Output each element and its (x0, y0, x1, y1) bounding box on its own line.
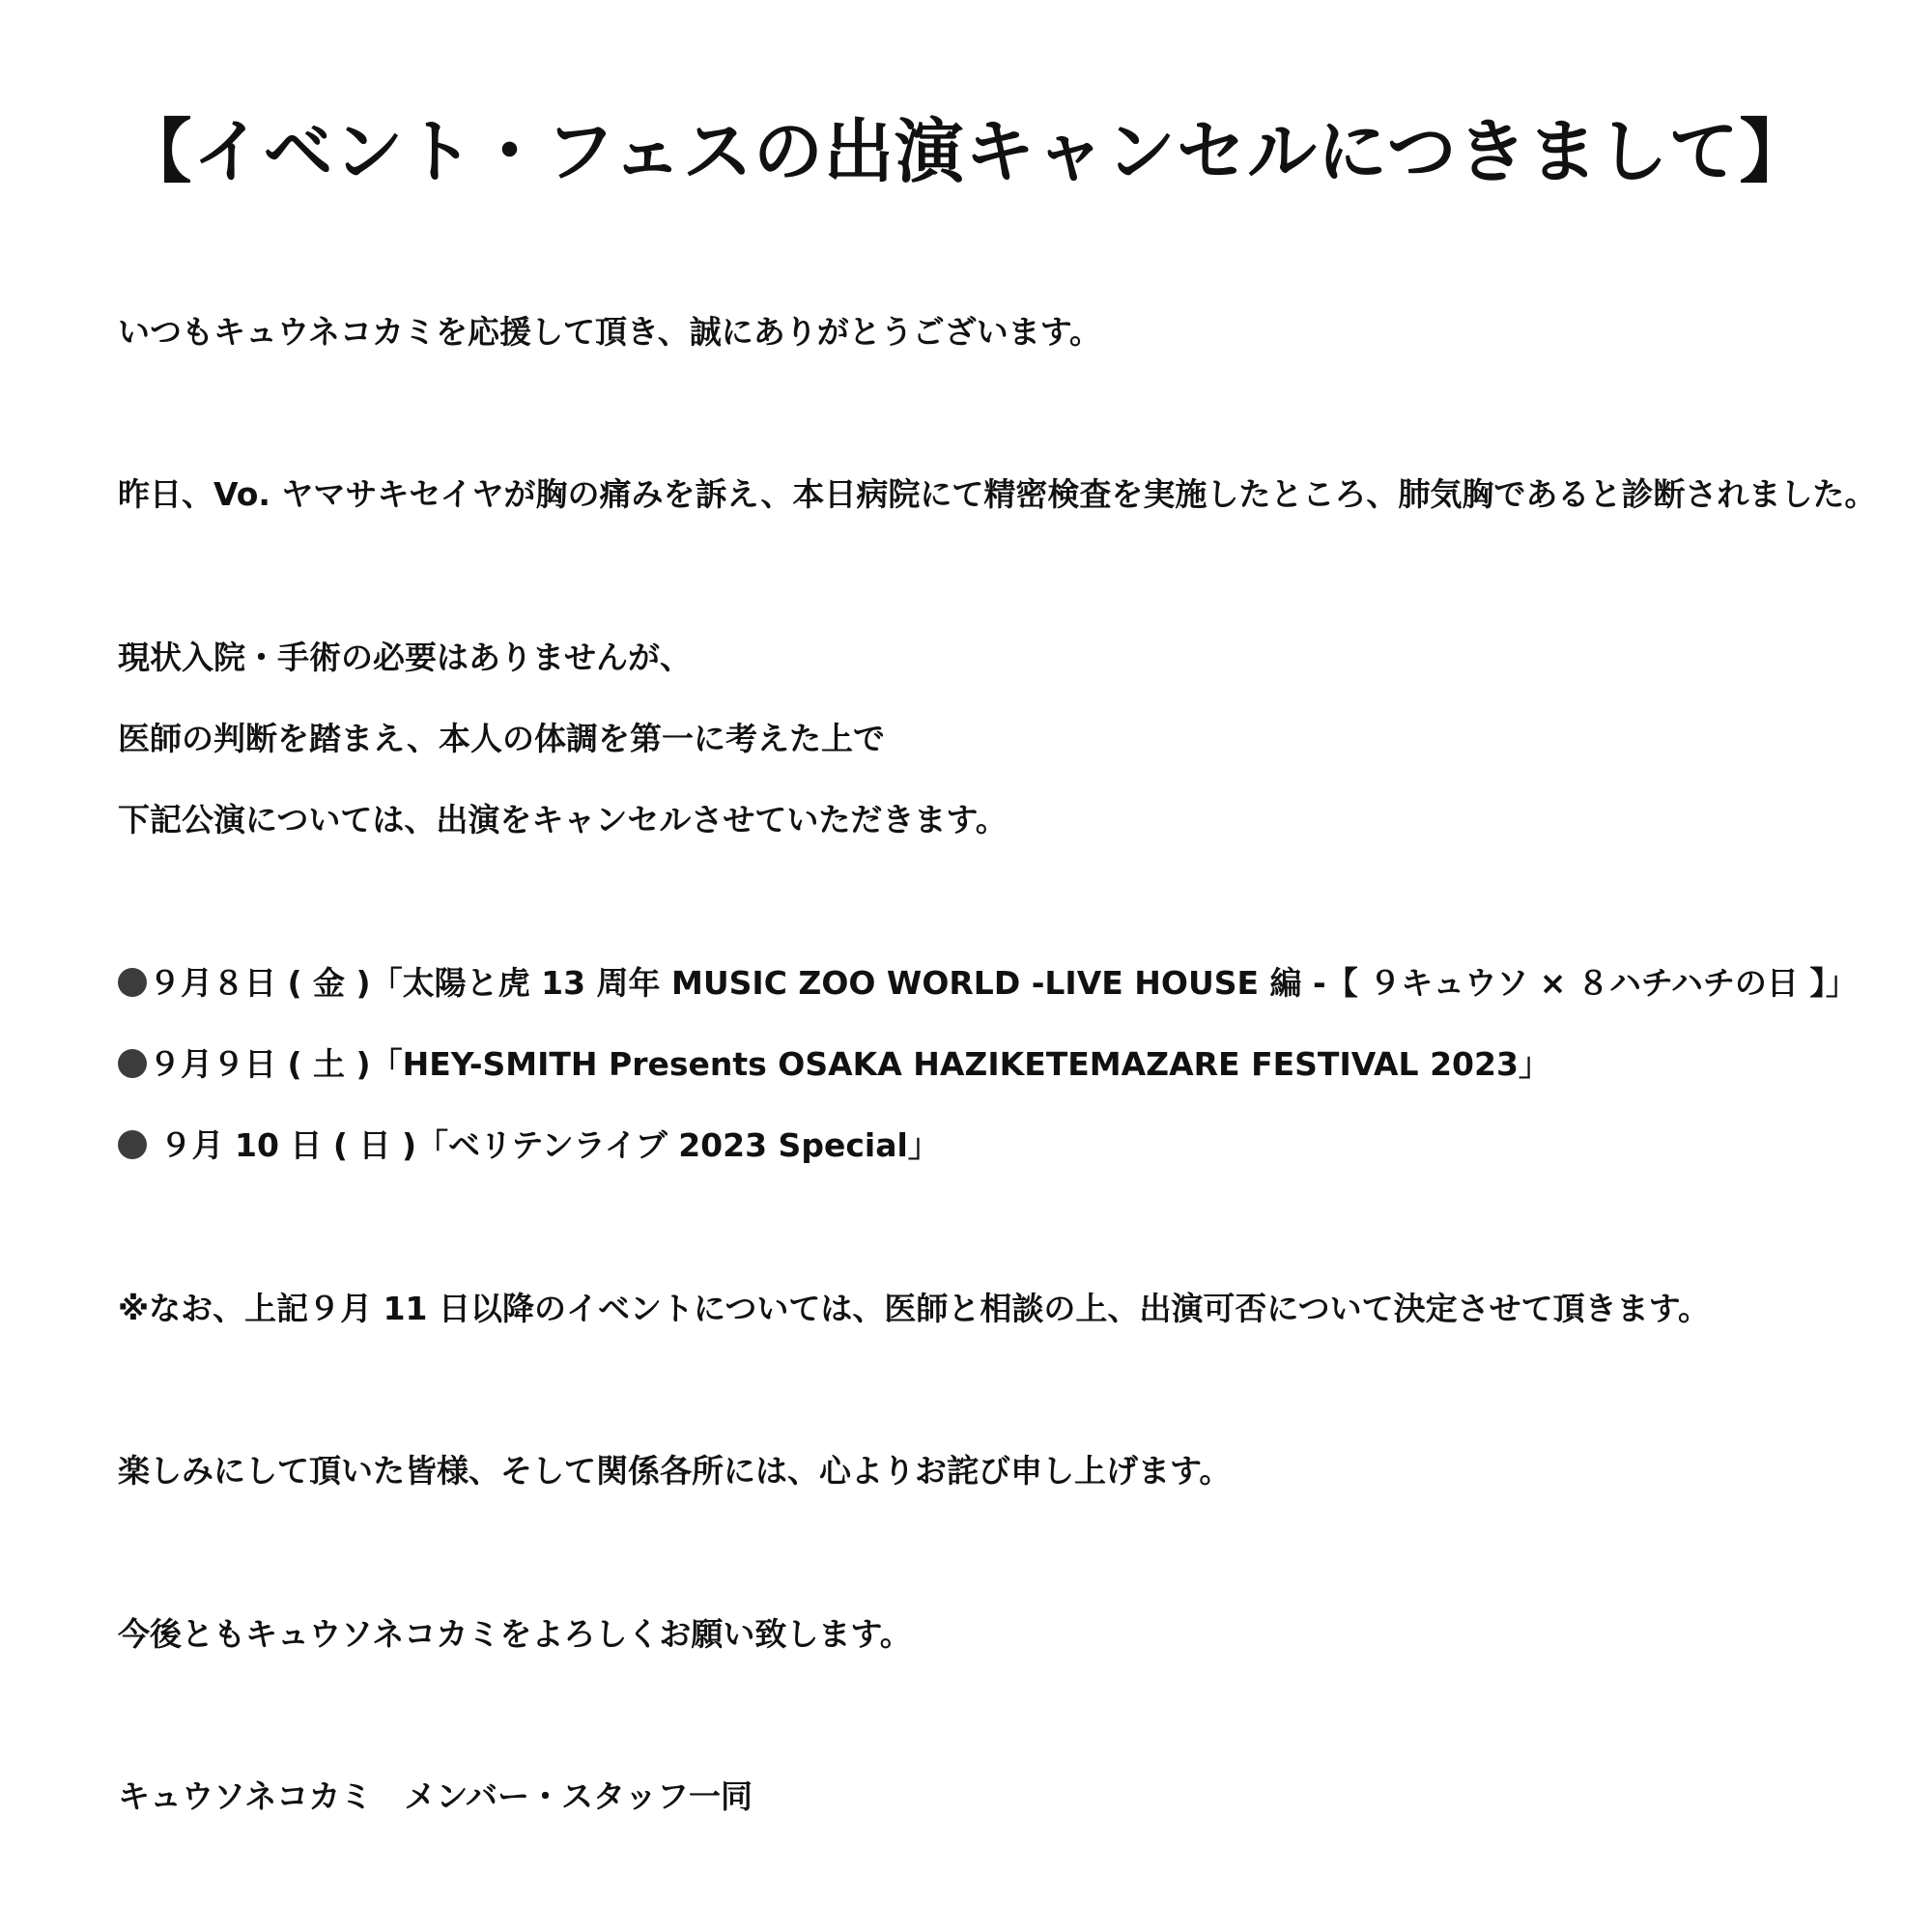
greeting-text: いつもキュウネコカミを応援して頂き、誠にありがとうございます。 (118, 313, 1102, 351)
bullet-icon (118, 1049, 147, 1078)
event-item-1 (118, 962, 1858, 1005)
explanation-line-1: 現状入院・手術の必要はありませんが、 (118, 639, 692, 676)
page-title: 【イベント・フェスの出演キャンセルにつきまして】 (122, 111, 1810, 192)
diagnosis-text: 昨日、Vo. ヤマサキセイヤが胸の痛みを訴え、本日病院にて精密検査を実施したところ、肺気胸であると診断されました。 (118, 475, 1877, 513)
bullet-icon (118, 1130, 147, 1159)
note-text: ※なお、上記９月 11 日以降のイベントについては、医師と相談の上、出演可否について決定させて頂きます。 (118, 1290, 1711, 1327)
event-item-2 (118, 1043, 1550, 1086)
bullet-icon (118, 968, 147, 997)
event-item-3 (118, 1124, 940, 1167)
explanation-line-2: 医師の判断を踏まえ、本人の体調を第一に考えた上で (118, 720, 885, 757)
apology-text: 楽しみにして頂いた皆様、そして関係各所には、心よりお詫び申し上げます。 (118, 1452, 1232, 1490)
explanation-line-3: 下記公演については、出演をキャンセルさせていただきます。 (118, 801, 1008, 838)
signature-text: キュウソネコカミ メンバー・スタッフ一同 (118, 1777, 753, 1815)
event-item-3-text: ９月 10 日 ( 日 )「ベリテンライブ 2023 Special」 (149, 1126, 940, 1164)
closing-text: 今後ともキュウソネコカミをよろしくお願い致します。 (118, 1615, 912, 1653)
event-item-2-text: ９月９日 ( 土 )「HEY-SMITH Presents OSAKA HAZIKETEMAZARE FESTIVAL 2023」 (149, 1045, 1550, 1083)
event-item-1-text: ９月８日 ( 金 )「太陽と虎 13 周年 MUSIC ZOO WORLD -LIVE HOUSE 編 -【 ９キュウソ × ８ハチハチの日 】」 (149, 964, 1858, 1002)
